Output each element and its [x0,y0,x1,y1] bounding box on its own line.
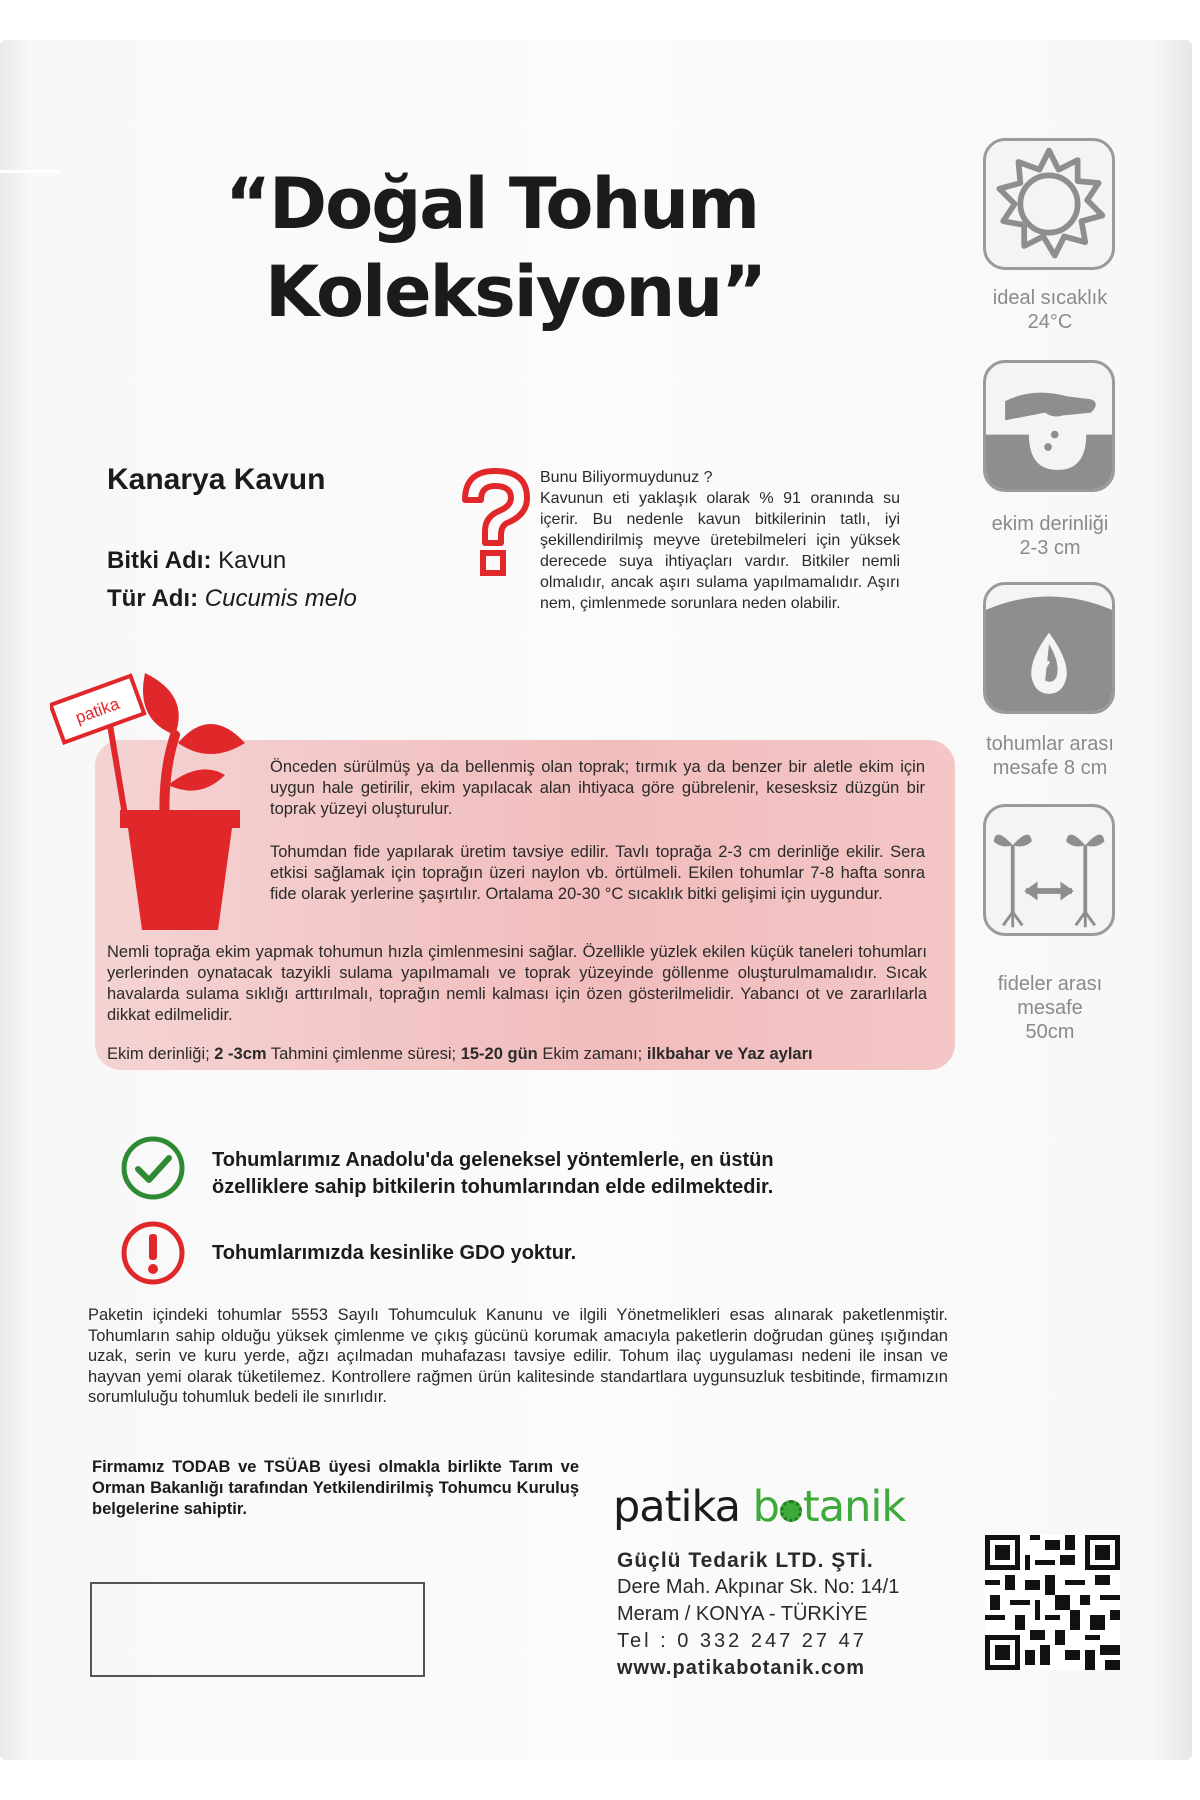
brand-part-b: b [752,1482,779,1532]
sowing-summary [107,1045,927,1064]
traditional-seeds-text [212,1147,774,1201]
growing-paragraph-3: Nemli toprağa ekim yapmak tohumun hızla çimlenmesini sağlar. Özellikle yüzlek ekilen küçük taneleri tohumları yerlerinden oynatacak tazyikli sulama yapılmamalı ve toprak yüzeyinde göllenme oluşturulmamalıdır. Sıcak havalarda sulama sıklığı arttırılmalı, toprağın nemli kalması için özen gösterilmelidir. Yabancı ot ve zararlılarla dikkat edilmelidir. [107,943,927,1024]
species-value: Cucumis melo [204,585,357,612]
seed-spacing-label: tohumlar arası [986,733,1114,755]
plant-spacing-value: 50cm [1025,1021,1075,1043]
did-you-know [540,467,900,614]
botanical-info [107,542,357,618]
company-name: Güçlü Tedarik LTD. ŞTİ. [617,1549,874,1572]
sowing-hand-icon [983,360,1115,492]
plant-spacing-line2: mesafe [1017,997,1083,1019]
qr-code-icon [985,1535,1120,1670]
potted-seedling-icon [50,665,250,935]
brand-logo [613,1482,905,1532]
temperature-label: ideal sıcaklık [992,287,1108,309]
depth-label: Ekim derinliği; [107,1045,210,1063]
lot-number-box [90,1582,425,1677]
plant-name-value: Kavun [218,547,287,574]
depth-sidebar-label: ekim derinliği [991,513,1109,535]
germination-value: 15-20 gün [460,1045,538,1063]
plant-name-label: Bitki Adı: [107,547,212,574]
temperature-value: 24°C [1027,311,1073,333]
growing-paragraph-1: Önceden sürülmüş ya da bellenmiş olan toprak; tırmık ya da benzer bir aletle ekim için uygun hale getirilir, ekim yapılacak alan ihtiyaca göre gübrelenir, kesesksiz düzgün bir toprak yüzeyi oluşturulur. [270,758,925,818]
seed-dot-icon [780,1500,802,1522]
species-label: Tür Adı: [107,585,199,612]
check-circle-icon [120,1135,186,1201]
title-line-1: “Doğal Tohum [225,163,759,245]
question-mark-icon [455,465,535,580]
legal-notice: Paketin içindeki tohumlar 5553 Sayılı Tohumculuk Kanunu ve ilgili Yönetmelikleri esas alınarak paketlenmiştir. Tohumların sahip olduğu yüksek çimlenme ve çıkış gücünü korumak amacıyla paketlerin doğrudan güneş ışığından uzak, serin ve kuru yerde, ağzı açılmadan muhafazası tavsiye edilir. Tohum ilaç uygulaması nedeni ile insan ve hayvan yemi olarak tüketilemez. Kontrollere rağmen ürün kalitesinde standartlara uygunsuzluk tesbitinde, firmamızın sorumluluğu tohumluk bedeli ile sınırlıdır. [88,1306,948,1406]
did-you-know-text: Kavunun eti yaklaşık olarak % 91 oranında su içerir. Bu nedenle kavun bitkilerinin tatlı, iyi şekillendirilmiş meyve üretebilmeleri için yüksek derecede suya ihtiyaçları vardır. Bitkiler nemli olmalıdır, ancak aşırı sulama yapılmamalıdır. Aşırı nem, çimlenmede sorunlara neden olabilir. [540,490,900,612]
seed-spacing-value: mesafe 8 cm [992,757,1108,779]
traditional-seeds-line-1: Tohumlarımız Anadolu'da geleneksel yöntemlerle, en üstün [212,1149,774,1171]
sun-icon [983,138,1115,270]
growing-paragraph-2: Tohumdan fide yapılarak üretim tavsiye edilir. Tavlı toprağa 2-3 cm derinliğe ekilir. Sera etkisi sağlamak için toprağın üzeri naylon vb. örtülmeli. Ekilen tohumlar 7-8 hafta sonra fide olarak yerlerine şaşırtılır. Ortalama 20-30 °C sıcaklık bitki gelişimi için uygundur. [270,843,925,903]
pot-sign-text: patika [72,694,122,728]
company-info [617,1547,907,1682]
germination-label: Tahmini çimlenme süresi; [270,1045,457,1063]
sowing-time-label: Ekim zamanı; [542,1045,643,1063]
title-line-2: Koleksiyonu” [265,251,766,333]
seedling-spacing-icon [983,804,1115,936]
certification-notice: Firmamız TODAB ve TSÜAB üyesi olmakla birlikte Tarım ve Orman Bakanlığı tarafından Yetkilendirilmiş Tohumcu Kuruluş belgelerine sahiptir. [92,1458,579,1518]
gmo-free-text: Tohumlarımızda kesinlike GDO yoktur. [212,1242,577,1264]
company-website: www.patikabotanik.com [617,1657,866,1679]
company-address-2: Meram / KONYA - TÜRKİYE [617,1603,868,1625]
product-name: Kanarya Kavun [107,463,326,496]
brand-part-patika: patika [613,1482,753,1532]
gmo-free-note [120,1220,940,1290]
traditional-seeds-line-2: özelliklere sahip bitkilerin tohumlarından elde edilmektedir. [212,1176,774,1198]
collection-title [225,160,845,336]
seed-drop-icon [983,582,1115,714]
company-phone: Tel : 0 332 247 27 47 [617,1630,867,1652]
exclamation-circle-icon [120,1220,186,1286]
packet-seal-line [0,170,60,173]
plant-spacing-label: fideler arası [997,973,1103,995]
depth-sidebar-value: 2-3 cm [1019,537,1081,559]
brand-part-tanik: tanik [802,1482,906,1532]
traditional-seeds-note [120,1135,940,1215]
depth-value: 2 -3cm [214,1045,267,1063]
sowing-time-value: ilkbahar ve Yaz ayları [646,1045,813,1063]
did-you-know-heading: Bunu Biliyormuydunuz ? [540,469,713,486]
company-address-1: Dere Mah. Akpınar Sk. No: 14/1 [617,1576,900,1598]
